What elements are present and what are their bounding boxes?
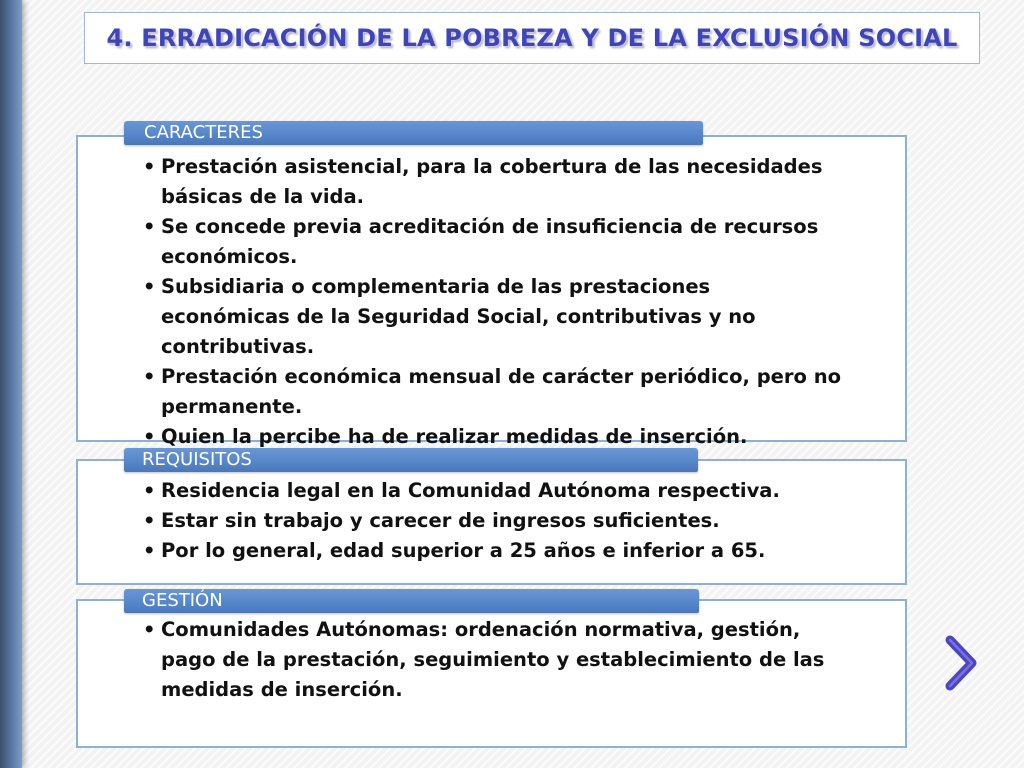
bullet-item: • Prestación asistencial, para la cobertura de las necesidades básicas de la vida. — [141, 152, 841, 212]
slide-title: 4. ERRADICACIÓN DE LA POBREZA Y DE LA EXCLUSIÓN SOCIAL — [106, 24, 958, 52]
bullet-item: • Quien la percibe ha de realizar medidas de inserción. — [141, 422, 841, 452]
bullet-list-gestion — [141, 615, 861, 705]
bullet-item: • Subsidiaria o complementaria de las prestaciones económicas de la Seguridad Social, contributivas y no contributivas. — [141, 272, 841, 362]
chevron-right-icon[interactable] — [941, 634, 981, 692]
section-tab-requisitos: REQUISITOS — [124, 448, 698, 472]
bullet-list-caracteres — [141, 152, 841, 452]
bullet-item: • Por lo general, edad superior a 25 años e inferior a 65. — [141, 536, 841, 566]
bullet-item: • Prestación económica mensual de carácter periódico, pero no permanente. — [141, 362, 841, 422]
bullet-list-requisitos — [141, 476, 841, 566]
bullet-item: • Estar sin trabajo y carecer de ingresos suficientes. — [141, 506, 841, 536]
bullet-item: • Residencia legal en la Comunidad Autónoma respectiva. — [141, 476, 841, 506]
section-tab-caracteres: CARACTERES — [124, 121, 703, 145]
bullet-item: • Comunidades Autónomas: ordenación normativa, gestión, pago de la prestación, seguimiento y establecimiento de las medidas de inserción. — [141, 615, 861, 705]
slide-title-box — [84, 12, 980, 64]
side-accent-bar — [0, 0, 22, 768]
bullet-item: • Se concede previa acreditación de insuficiencia de recursos económicos. — [141, 212, 841, 272]
section-tab-gestion: GESTIÓN — [124, 589, 699, 613]
